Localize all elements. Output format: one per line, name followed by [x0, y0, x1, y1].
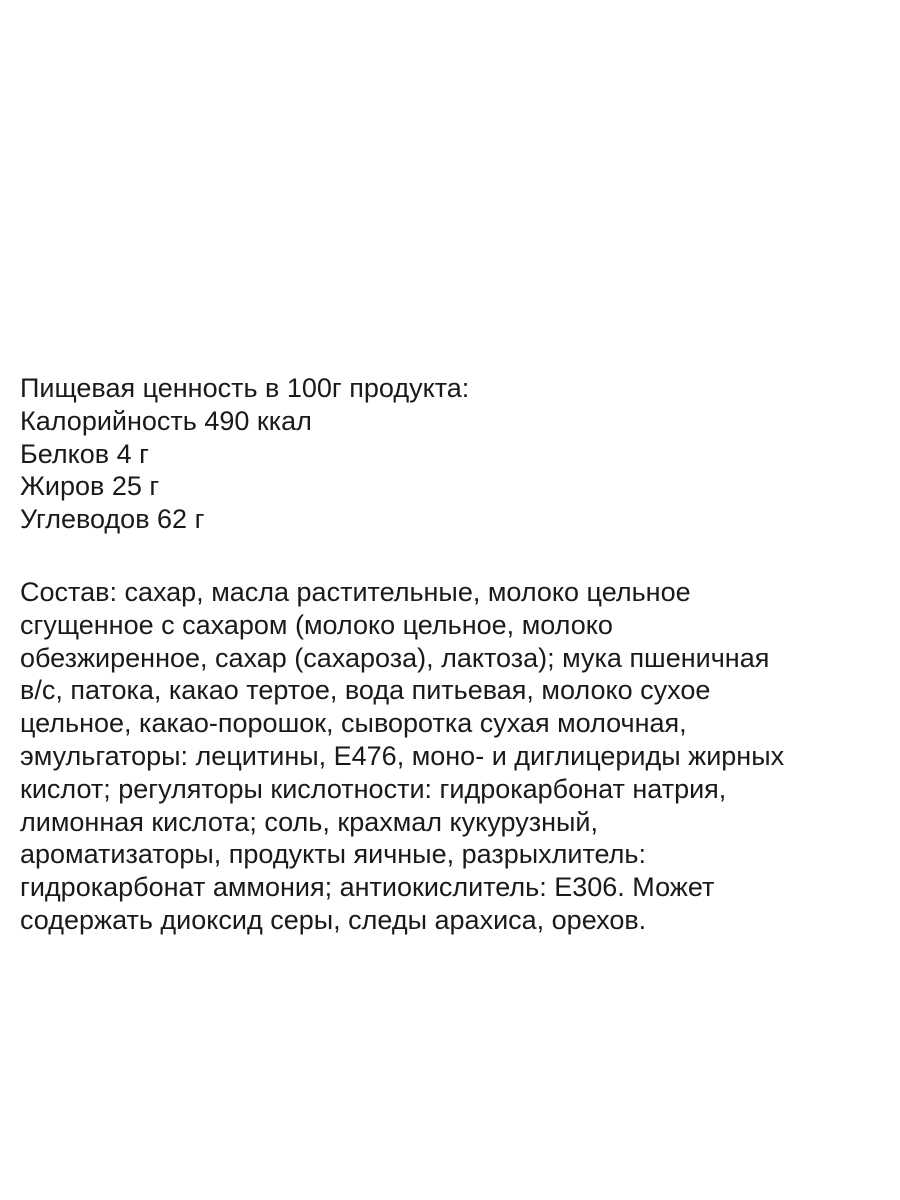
nutrition-section	[20, 372, 890, 536]
composition-line: эмульгаторы: лецитины, Е476, моно- и диглицериды жирных	[20, 740, 785, 771]
composition-line: кислот; регуляторы кислотности: гидрокарбонат натрия,	[20, 773, 727, 804]
composition-line: ароматизаторы, продукты яичные, разрыхлитель:	[20, 839, 646, 870]
nutrition-fat: Жиров 25 г	[20, 471, 160, 502]
nutrition-carbs: Углеводов 62 г	[20, 504, 205, 535]
composition-line: лимонная кислота; соль, крахмал кукурузный,	[20, 806, 598, 837]
composition-line: Состав: сахар, масла растительные, молоко цельное	[20, 576, 691, 607]
product-label-text	[20, 372, 890, 937]
composition-section	[20, 576, 890, 937]
composition-line: цельное, какао-порошок, сыворотка сухая молочная,	[20, 708, 687, 739]
composition-line: в/с, патока, какао тертое, вода питьевая, молоко сухое	[20, 675, 711, 706]
section-spacer	[20, 536, 890, 576]
nutrition-calories: Калорийность 490 ккал	[20, 405, 312, 436]
composition-line: содержать диоксид серы, следы арахиса, орехов.	[20, 904, 647, 935]
composition-line: гидрокарбонат аммония; антиокислитель: Е306. Может	[20, 872, 715, 903]
nutrition-heading: Пищевая ценность в 100г продукта:	[20, 373, 470, 403]
nutrition-protein: Белков 4 г	[20, 438, 149, 469]
composition-line: обезжиренное, сахар (сахароза), лактоза); мука пшеничная	[20, 642, 770, 673]
composition-line: сгущенное с сахаром (молоко цельное, молоко	[20, 609, 613, 640]
